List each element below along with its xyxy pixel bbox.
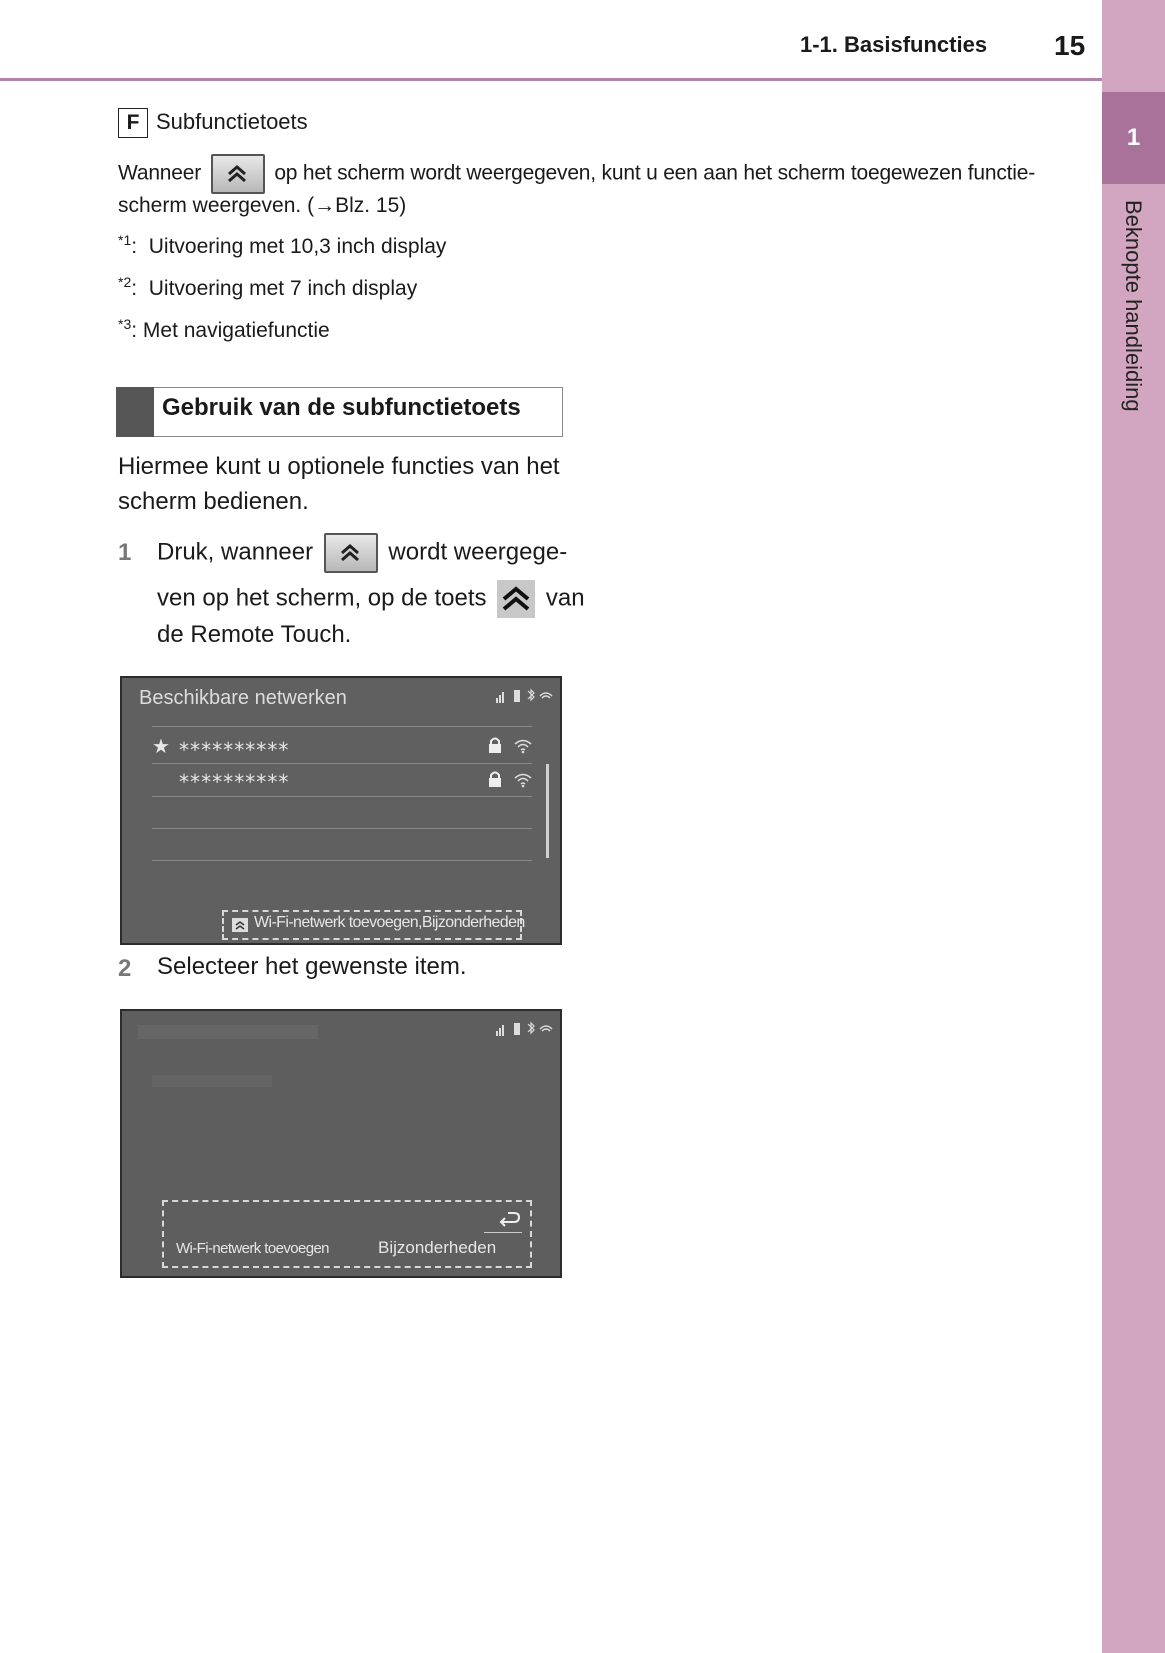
footnote-3: $^{*3}$: Met navigatiefunctie xyxy=(118,316,330,342)
signal-battery-bluetooth-wifi-icon xyxy=(494,1021,554,1037)
chevron-double-up-icon xyxy=(232,918,248,932)
step-text: ven op het scherm, op de toets xyxy=(157,584,487,612)
menu-option-add-wifi[interactable]: Wi-Fi-netwerk toevoegen xyxy=(176,1240,329,1257)
menu-option-details[interactable]: Bijzonderheden xyxy=(378,1238,497,1257)
subfunction-button-icon xyxy=(211,154,265,194)
step-2-number: 2 xyxy=(118,955,132,982)
footnote-text: Met navigatiefunctie xyxy=(142,319,330,342)
divider xyxy=(484,1232,522,1233)
remote-touch-key-icon xyxy=(497,580,535,618)
footnote-text: Uitvoering met 10,3 inch display xyxy=(148,235,447,258)
scrollbar[interactable] xyxy=(546,764,549,858)
network-row[interactable] xyxy=(152,732,532,762)
chevron-double-up-icon xyxy=(501,586,531,612)
dimmed-title xyxy=(138,1025,318,1039)
step-1-line-2 xyxy=(157,580,585,618)
desc-after: op het scherm wordt weergegeven, kunt u een aan het scherm toegewezen functie- xyxy=(274,161,1036,185)
subfunction-label: Wi-Fi-netwerk toevoegen,Bijzonderheden xyxy=(254,914,525,931)
step-text: van xyxy=(545,584,585,612)
item-f-title-row xyxy=(118,106,308,138)
network-name: ********** xyxy=(178,738,289,762)
section-heading-bar xyxy=(116,387,154,437)
chevron-double-up-icon xyxy=(226,162,248,184)
footnote-mark: *2 xyxy=(118,274,132,290)
divider xyxy=(152,763,532,764)
desc-before: Wanneer xyxy=(118,161,202,185)
footnote-text: Uitvoering met 7 inch display xyxy=(148,277,418,300)
footnote-1: $^{*1}$: Uitvoering met 10,3 inch display xyxy=(118,232,447,258)
footnote-2: $^{*2}$: Uitvoering met 7 inch display xyxy=(118,274,418,300)
chapter-number: 1 xyxy=(1126,124,1141,151)
lock-icon xyxy=(488,770,502,788)
section-heading: Gebruik van de subfunctietoets xyxy=(162,394,521,421)
wifi-icon xyxy=(514,772,532,788)
section-title: 1-1. Basisfuncties xyxy=(800,32,988,57)
network-name: ********** xyxy=(178,770,289,794)
network-row[interactable] xyxy=(152,766,532,796)
intro-line-2: scherm bedienen. xyxy=(118,488,309,515)
status-icons xyxy=(494,688,554,704)
signal-battery-bluetooth-wifi-icon xyxy=(494,688,554,704)
wifi-icon xyxy=(514,738,532,754)
footnote-mark: *3 xyxy=(118,316,132,332)
divider xyxy=(152,860,532,861)
chapter-label: Beknopte handleiding xyxy=(1121,200,1146,412)
step-1-line-1 xyxy=(157,533,567,573)
subfunction-button-icon xyxy=(324,533,378,573)
step-1-number: 1 xyxy=(118,539,132,566)
divider xyxy=(152,828,532,829)
step-2-text: Selecteer het gewenste item. xyxy=(157,953,467,980)
page-number: 15 xyxy=(1054,30,1086,61)
desc-line2: scherm weergeven. (→Blz. 15) xyxy=(118,194,407,217)
divider xyxy=(152,726,532,727)
step-1-line-3: de Remote Touch. xyxy=(157,621,352,648)
footnote-mark: *1 xyxy=(118,232,132,248)
status-icons xyxy=(494,1021,554,1037)
dimmed-network-row xyxy=(152,1075,272,1087)
favorite-star-icon: ★ xyxy=(152,736,170,758)
step-text: wordt weergege- xyxy=(388,538,568,566)
intro-line-1: Hiermee kunt u optionele functies van het xyxy=(118,453,560,480)
chapter-tab[interactable] xyxy=(1102,92,1165,184)
back-arrow-icon xyxy=(498,1212,522,1230)
lock-icon xyxy=(488,736,502,754)
screen-title: Beschikbare netwerken xyxy=(139,687,347,709)
subfunction-menu-highlight xyxy=(162,1200,532,1268)
item-f-title: Subfunctietoets xyxy=(156,109,308,134)
chevron-double-up-icon xyxy=(339,541,361,563)
subfunction-highlight[interactable] xyxy=(222,910,525,940)
item-letter-box: F xyxy=(118,108,148,138)
screen-available-networks xyxy=(120,676,562,945)
item-f-description xyxy=(118,154,1078,194)
step-text: Druk, wanneer xyxy=(157,538,314,566)
screen-subfunction-menu xyxy=(120,1009,562,1278)
header-rule xyxy=(0,78,1102,81)
divider xyxy=(152,796,532,797)
